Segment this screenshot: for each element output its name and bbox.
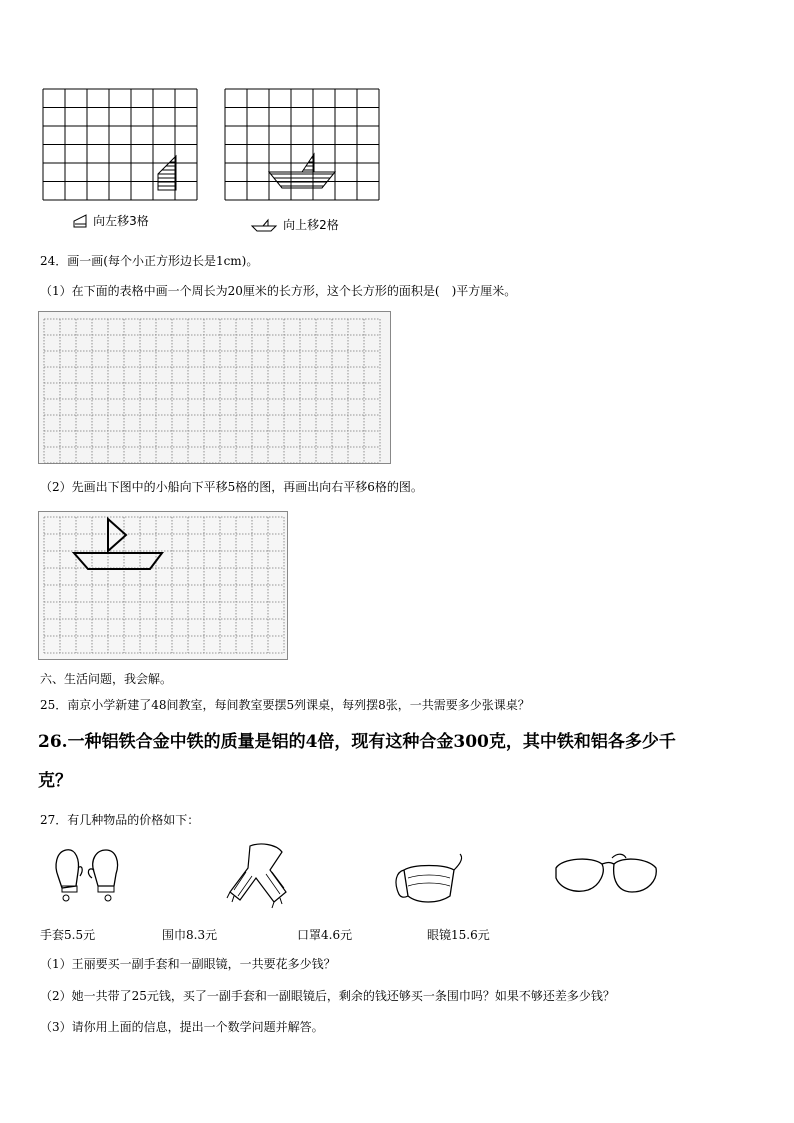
left-translation-grid xyxy=(42,88,200,202)
q24-part1: （1）在下面的表格中画一个周长为20厘米的长方形，这个长方形的面积是( )平方厘米。 xyxy=(40,284,517,298)
boat-drawing-grid xyxy=(38,511,288,660)
price-glasses: 眼镜15.6元 xyxy=(427,928,490,942)
price-mask: 口罩4.6元 xyxy=(297,928,353,942)
right-caption: 向上移2格 xyxy=(283,218,339,232)
price-scarf: 围巾8.3元 xyxy=(162,928,218,942)
q27-title: 27．有几种物品的价格如下： xyxy=(40,813,200,827)
scarf-icon xyxy=(226,842,292,910)
q25-text: 25．南京小学新建了48间教室，每间教室要摆5列课桌，每列摆8张，一共需要多少张课桌？ xyxy=(40,698,530,712)
left-shape xyxy=(158,156,176,190)
mask-icon xyxy=(392,852,466,912)
q26-line2: 克？ xyxy=(38,771,72,791)
q24-title: 24．画一画(每个小正方形边长是1cm)。 xyxy=(40,254,259,268)
small-boat-icon xyxy=(250,218,278,232)
section6-heading: 六、生活问题，我会解。 xyxy=(40,672,173,686)
q27-sub3: （3）请你用上面的信息，提出一个数学问题并解答。 xyxy=(40,1020,324,1034)
q27-sub2: （2）她一共带了25元钱，买了一副手套和一副眼镜后，剩余的钱还够买一条围巾吗？如果不够还差多少钱？ xyxy=(40,989,615,1003)
q24-part2: （2）先画出下图中的小船向下平移5格的图，再画出向右平移6格的图。 xyxy=(40,480,423,494)
glasses-icon xyxy=(552,850,660,904)
right-boat-shape xyxy=(269,172,335,188)
left-caption-row xyxy=(72,210,149,229)
gloves-icon xyxy=(50,846,126,902)
q26-line1: 26.一种铝铁合金中铁的质量是铝的4倍，现有这种合金300克，其中铁和铝各多少千 xyxy=(38,732,676,752)
small-shape-icon xyxy=(72,214,88,228)
rectangle-drawing-grid xyxy=(38,311,391,464)
price-gloves: 手套5.5元 xyxy=(40,928,96,942)
right-caption-row xyxy=(250,214,339,233)
right-translation-grid xyxy=(224,88,380,202)
left-caption: 向左移3格 xyxy=(93,214,149,228)
q27-sub1: （1）王丽要买一副手套和一副眼镜，一共要花多少钱？ xyxy=(40,957,336,971)
